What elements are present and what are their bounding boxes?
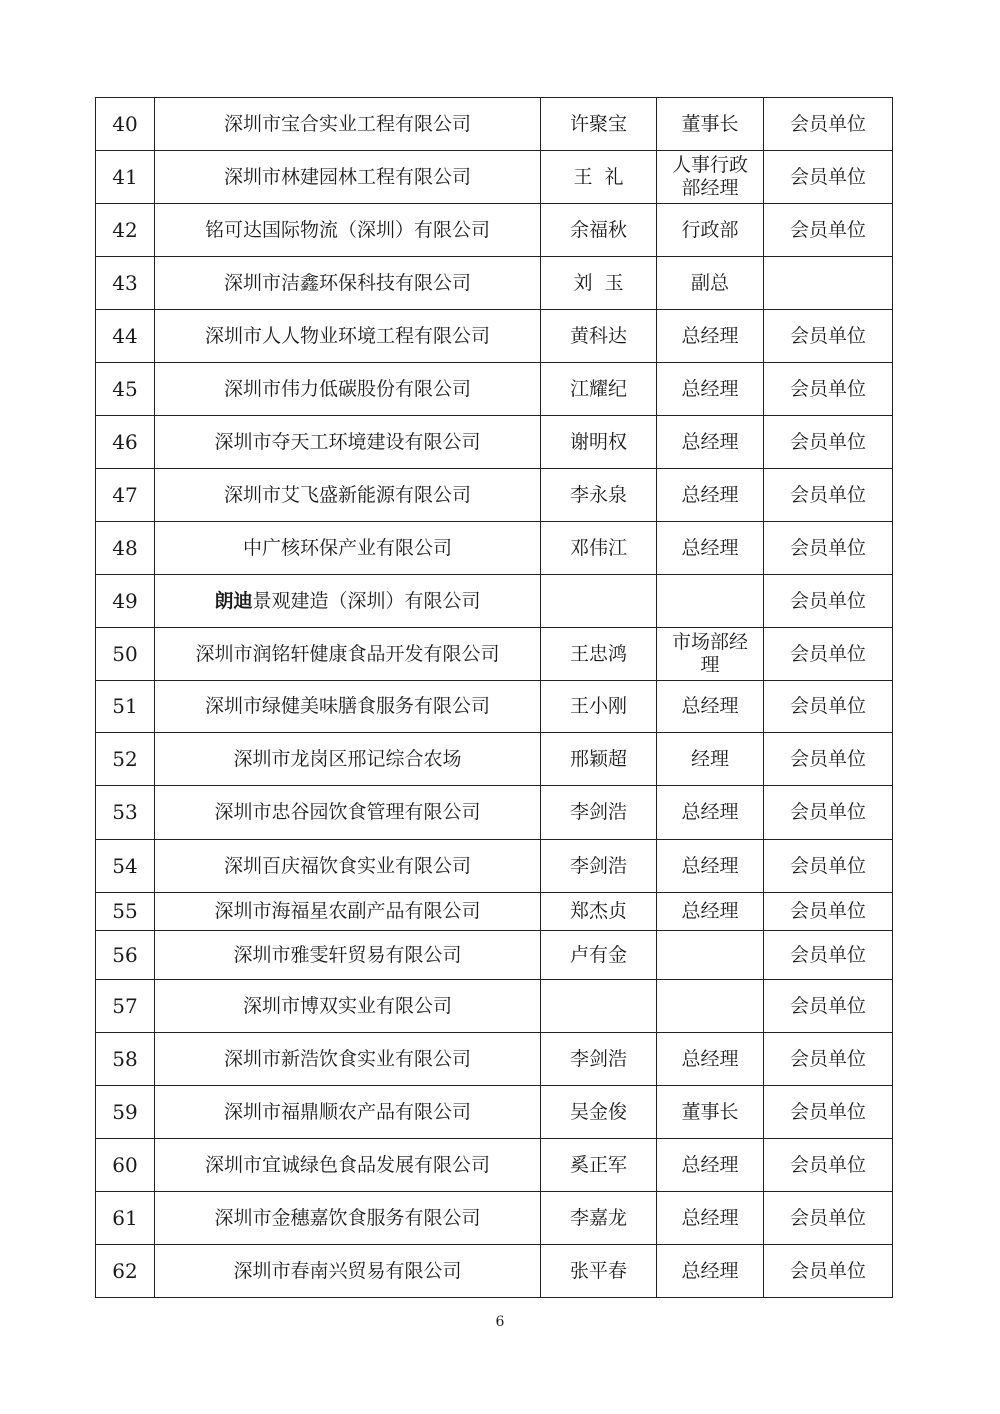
- row-number: 41: [96, 151, 155, 204]
- row-number: 45: [96, 363, 155, 416]
- member-status: 会员单位: [764, 1139, 893, 1192]
- job-title: 人事行政部经理: [657, 151, 764, 204]
- table-row: [96, 1192, 893, 1245]
- contact-name: 邢颖超: [541, 733, 657, 786]
- table-row: [96, 98, 893, 151]
- member-status: 会员单位: [764, 522, 893, 575]
- table-row: [96, 786, 893, 840]
- member-status: 会员单位: [764, 416, 893, 469]
- table-row: [96, 1139, 893, 1192]
- table-row: [96, 310, 893, 363]
- company-name: 深圳市林建园林工程有限公司: [155, 151, 541, 204]
- company-name: 深圳市绿健美味膳食服务有限公司: [155, 681, 541, 733]
- company-name: 深圳市洁鑫环保科技有限公司: [155, 257, 541, 310]
- row-number: 57: [96, 980, 155, 1033]
- contact-name: 王 礼: [541, 151, 657, 204]
- member-status: 会员单位: [764, 575, 893, 628]
- contact-name: 奚正军: [541, 1139, 657, 1192]
- table-row: [96, 840, 893, 893]
- row-number: 44: [96, 310, 155, 363]
- table-row: [96, 893, 893, 931]
- member-status: 会员单位: [764, 931, 893, 980]
- member-status: 会员单位: [764, 840, 893, 893]
- member-status: 会员单位: [764, 733, 893, 786]
- contact-name: 黄科达: [541, 310, 657, 363]
- job-title: 总经理: [657, 310, 764, 363]
- table-row: [96, 575, 893, 628]
- contact-name: 许聚宝: [541, 98, 657, 151]
- row-number: 60: [96, 1139, 155, 1192]
- row-number: 47: [96, 469, 155, 522]
- company-name-rest: 景观建造（深圳）有限公司: [252, 589, 481, 612]
- contact-name: 李剑浩: [541, 1033, 657, 1086]
- job-title: 总经理: [657, 1033, 764, 1086]
- job-title: 总经理: [657, 893, 764, 931]
- contact-name: 李剑浩: [541, 786, 657, 840]
- member-status: 会员单位: [764, 681, 893, 733]
- contact-name: 江耀纪: [541, 363, 657, 416]
- job-title: 经理: [657, 733, 764, 786]
- company-name: 深圳市忠谷园饮食管理有限公司: [155, 786, 541, 840]
- contact-name: 王忠鸿: [541, 628, 657, 681]
- job-title: 市场部经理: [657, 628, 764, 681]
- company-name: 中广核环保产业有限公司: [155, 522, 541, 575]
- member-status: 会员单位: [764, 98, 893, 151]
- member-status: 会员单位: [764, 204, 893, 257]
- table-row: [96, 416, 893, 469]
- member-status: 会员单位: [764, 151, 893, 204]
- contact-name: 郑杰贞: [541, 893, 657, 931]
- member-status: 会员单位: [764, 893, 893, 931]
- company-name: 深圳市夺天工环境建设有限公司: [155, 416, 541, 469]
- contact-name: 张平春: [541, 1245, 657, 1298]
- company-name: 深圳市艾飞盛新能源有限公司: [155, 469, 541, 522]
- member-status: 会员单位: [764, 628, 893, 681]
- contact-name: 卢有金: [541, 931, 657, 980]
- company-name: 深圳市宝合实业工程有限公司: [155, 98, 541, 151]
- table-row: [96, 1086, 893, 1139]
- job-title: 总经理: [657, 786, 764, 840]
- table-row: [96, 681, 893, 733]
- table-row: [96, 204, 893, 257]
- table-row: [96, 1245, 893, 1298]
- job-title: 总经理: [657, 1192, 764, 1245]
- job-title: [657, 980, 764, 1033]
- contact-name: 王小刚: [541, 681, 657, 733]
- row-number: 51: [96, 681, 155, 733]
- table-row: [96, 733, 893, 786]
- company-name-bold-part: 朗迪: [214, 589, 253, 612]
- contact-name: 刘 玉: [541, 257, 657, 310]
- company-name: 深圳市金穗嘉饮食服务有限公司: [155, 1192, 541, 1245]
- member-status: 会员单位: [764, 363, 893, 416]
- table-row: [96, 522, 893, 575]
- table-row: [96, 931, 893, 980]
- row-number: 54: [96, 840, 155, 893]
- member-status: 会员单位: [764, 1192, 893, 1245]
- company-name: 深圳市润铭轩健康食品开发有限公司: [155, 628, 541, 681]
- row-number: 42: [96, 204, 155, 257]
- job-title: 董事长: [657, 1086, 764, 1139]
- table-row: [96, 363, 893, 416]
- company-name: 深圳市博双实业有限公司: [155, 980, 541, 1033]
- contact-name: 余福秋: [541, 204, 657, 257]
- row-number: 40: [96, 98, 155, 151]
- company-name: 铭可达国际物流（深圳）有限公司: [155, 204, 541, 257]
- job-title: 总经理: [657, 1139, 764, 1192]
- job-title: 总经理: [657, 416, 764, 469]
- company-name: 深圳百庆福饮食实业有限公司: [155, 840, 541, 893]
- company-name: 深圳市新浩饮食实业有限公司: [155, 1033, 541, 1086]
- row-number: 46: [96, 416, 155, 469]
- member-list-body: [96, 98, 893, 1298]
- contact-name: 李剑浩: [541, 840, 657, 893]
- row-number: 59: [96, 1086, 155, 1139]
- job-title: 总经理: [657, 1245, 764, 1298]
- company-name: 深圳市春南兴贸易有限公司: [155, 1245, 541, 1298]
- table-row: [96, 151, 893, 204]
- row-number: 48: [96, 522, 155, 575]
- row-number: 56: [96, 931, 155, 980]
- row-number: 58: [96, 1033, 155, 1086]
- job-title: 总经理: [657, 840, 764, 893]
- job-title: 副总: [657, 257, 764, 310]
- member-status: 会员单位: [764, 1245, 893, 1298]
- job-title: [657, 931, 764, 980]
- member-list-table: [95, 97, 893, 1298]
- table-row: [96, 1033, 893, 1086]
- job-title: 行政部: [657, 204, 764, 257]
- job-title: 总经理: [657, 522, 764, 575]
- member-status: 会员单位: [764, 310, 893, 363]
- member-status: 会员单位: [764, 1033, 893, 1086]
- job-title: 董事长: [657, 98, 764, 151]
- page-number: 6: [495, 1314, 505, 1330]
- row-number: 43: [96, 257, 155, 310]
- table-row: [96, 628, 893, 681]
- row-number: 49: [96, 575, 155, 628]
- table-row: [96, 980, 893, 1033]
- table-row: [96, 257, 893, 310]
- contact-name: [541, 980, 657, 1033]
- contact-name: 李永泉: [541, 469, 657, 522]
- job-title: [657, 575, 764, 628]
- row-number: 62: [96, 1245, 155, 1298]
- member-status: 会员单位: [764, 786, 893, 840]
- company-name: 深圳市龙岗区邢记综合农场: [155, 733, 541, 786]
- job-title: 总经理: [657, 469, 764, 522]
- contact-name: [541, 575, 657, 628]
- company-name: 深圳市宜诚绿色食品发展有限公司: [155, 1139, 541, 1192]
- company-name: 深圳市人人物业环境工程有限公司: [155, 310, 541, 363]
- row-number: 53: [96, 786, 155, 840]
- job-title: 总经理: [657, 363, 764, 416]
- member-status: 会员单位: [764, 1086, 893, 1139]
- company-name: 深圳市福鼎顺农产品有限公司: [155, 1086, 541, 1139]
- company-name: 深圳市雅雯轩贸易有限公司: [155, 931, 541, 980]
- company-name: 深圳市伟力低碳股份有限公司: [155, 363, 541, 416]
- company-name: [155, 575, 541, 628]
- member-status: 会员单位: [764, 469, 893, 522]
- table-row: [96, 469, 893, 522]
- contact-name: 李嘉龙: [541, 1192, 657, 1245]
- member-status: [764, 257, 893, 310]
- job-title: 总经理: [657, 681, 764, 733]
- row-number: 55: [96, 893, 155, 931]
- contact-name: 邓伟江: [541, 522, 657, 575]
- contact-name: 吴金俊: [541, 1086, 657, 1139]
- company-name: 深圳市海福星农副产品有限公司: [155, 893, 541, 931]
- row-number: 52: [96, 733, 155, 786]
- member-status: 会员单位: [764, 980, 893, 1033]
- row-number: 61: [96, 1192, 155, 1245]
- contact-name: 谢明权: [541, 416, 657, 469]
- row-number: 50: [96, 628, 155, 681]
